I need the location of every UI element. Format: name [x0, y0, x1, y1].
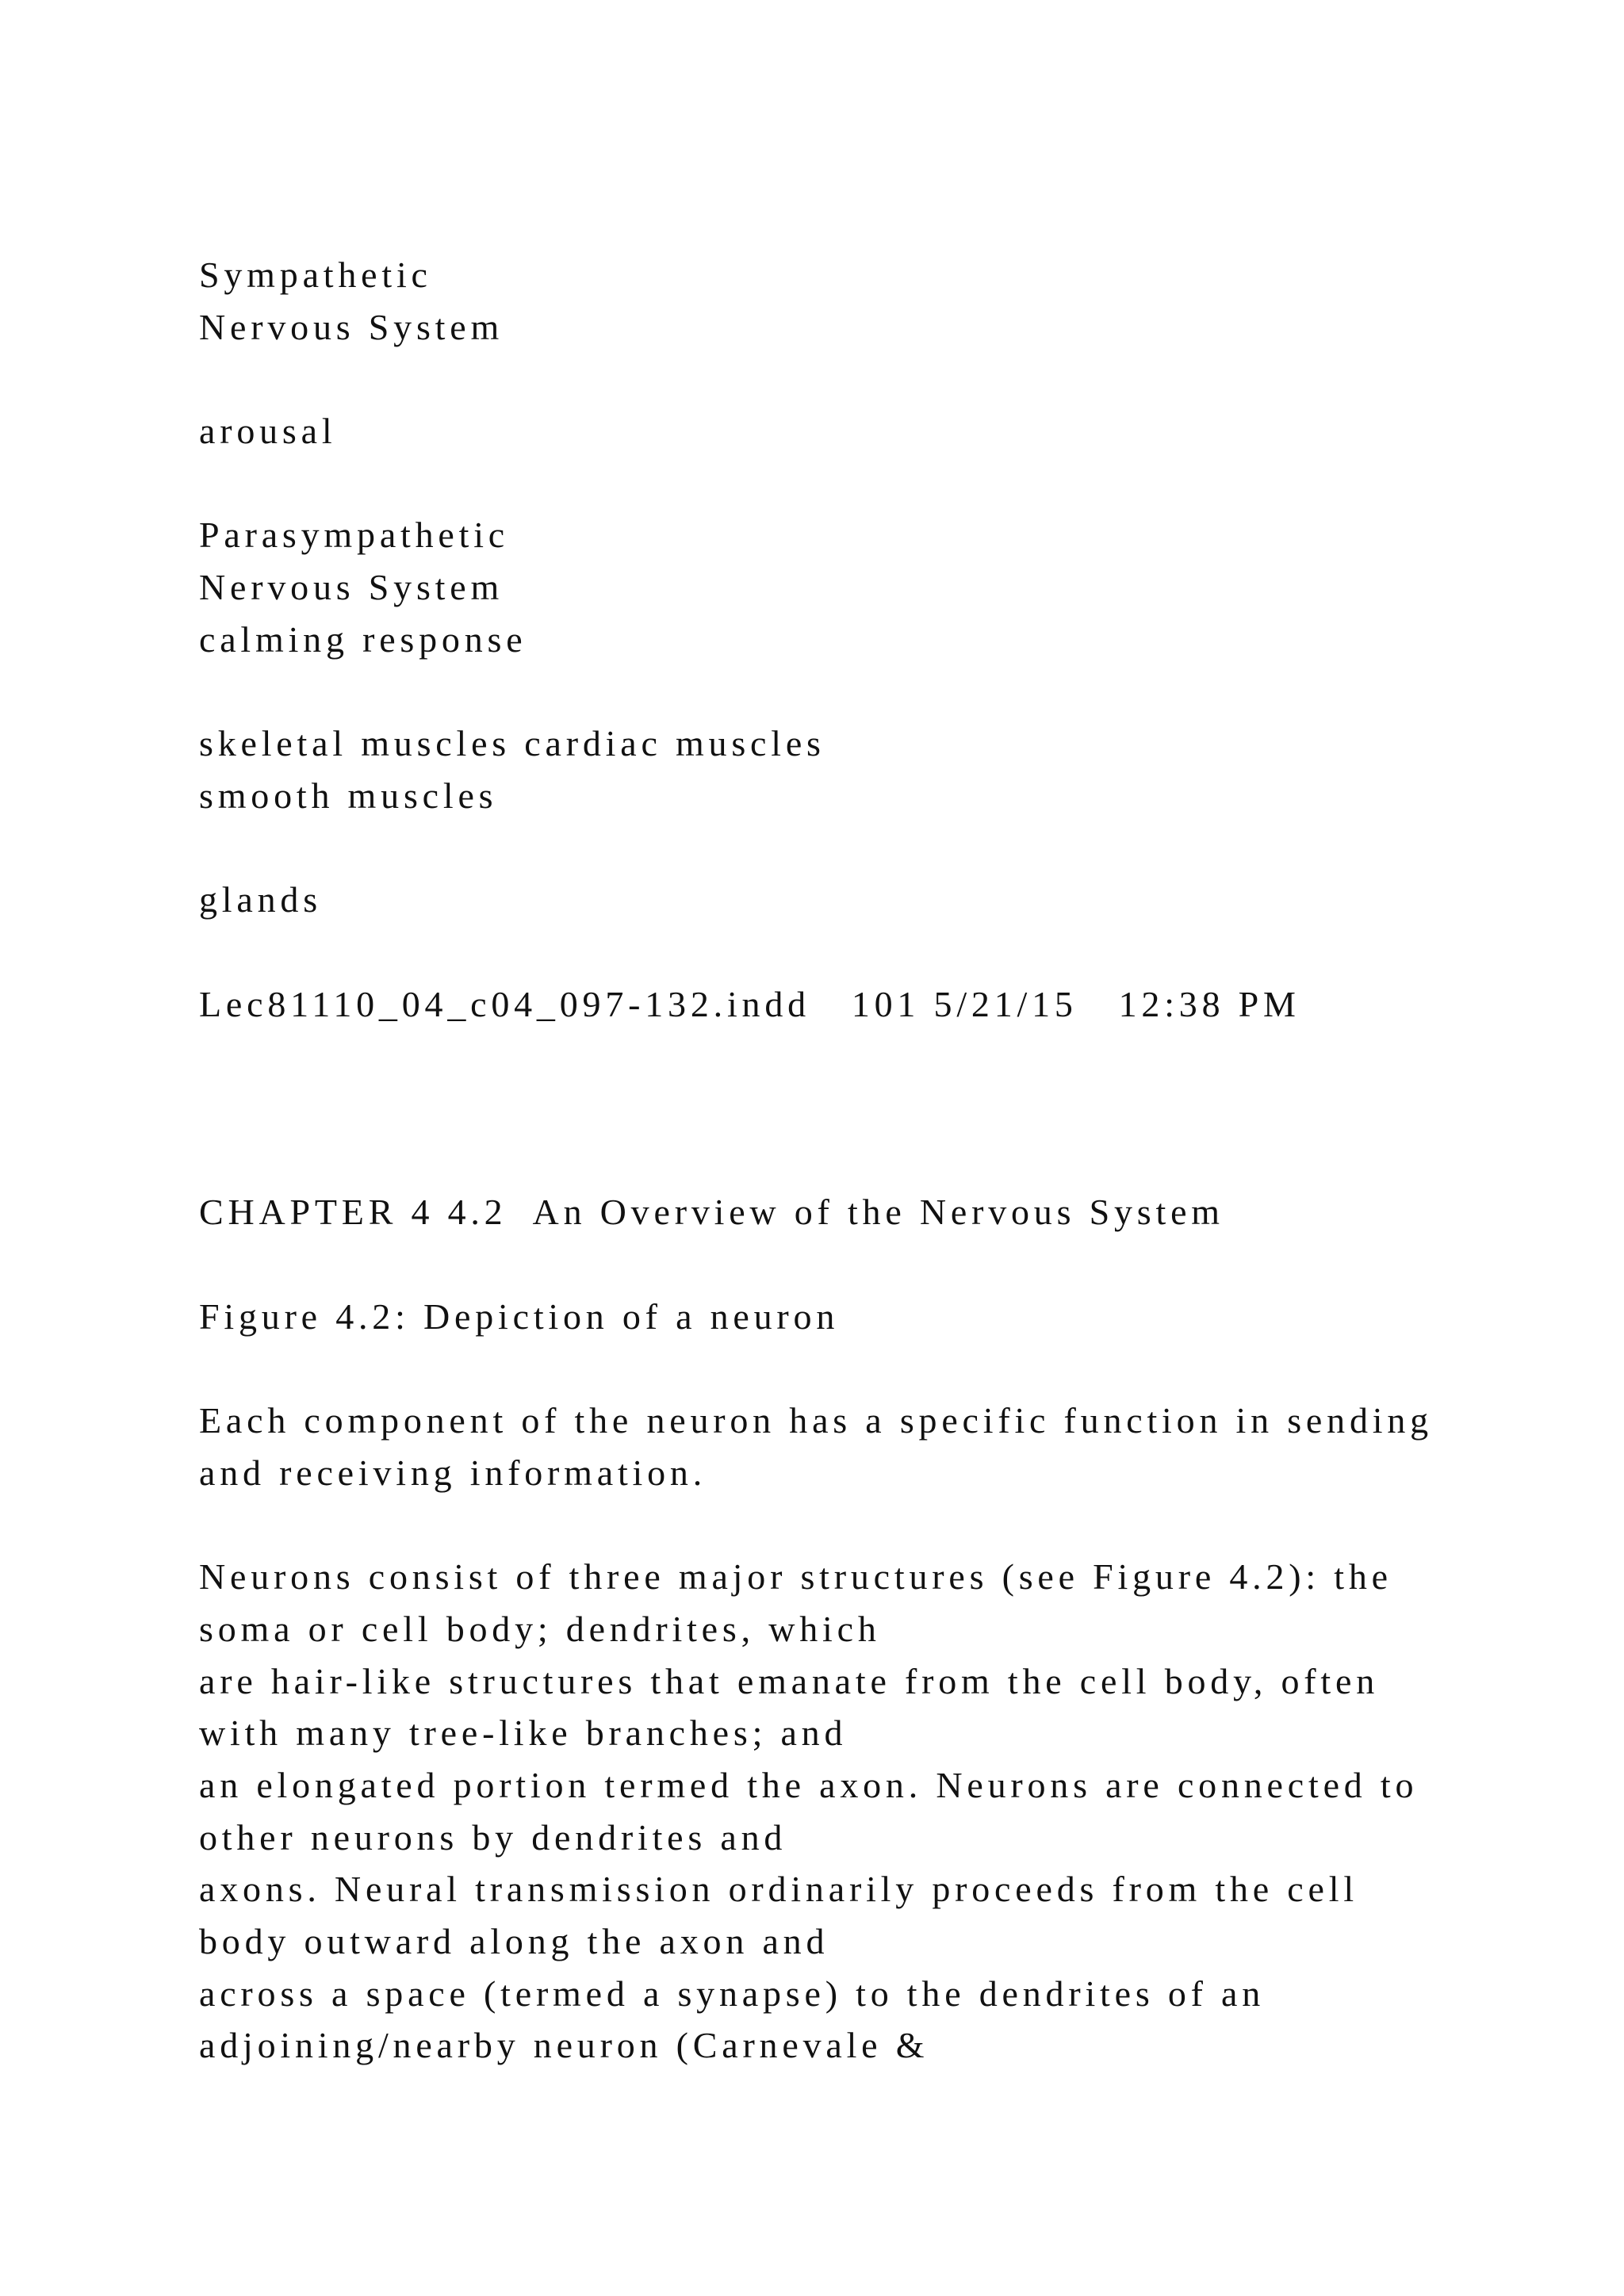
text-line: smooth muscles: [199, 775, 498, 816]
body-paragraph: [199, 1551, 1595, 2072]
text-line: glands: [199, 879, 322, 920]
text-line: across a space (termed a synapse) to the dendrites of an: [199, 1973, 1266, 2014]
page-footer-slug: [199, 978, 1595, 1031]
text-line: calming response: [199, 618, 527, 660]
text-line: soma or cell body; dendrites, which: [199, 1608, 881, 1649]
figure-description: [199, 1395, 1595, 1498]
previous-page-section: [199, 249, 1595, 1030]
diagram-label-muscles: [199, 718, 1595, 821]
text-line: arousal: [199, 411, 337, 452]
text-line: adjoining/nearby neuron (Carnevale &: [199, 2025, 929, 2066]
text-line: and receiving information.: [199, 1452, 707, 1493]
text-line: Nervous System: [199, 306, 504, 347]
text-line: axons. Neural transmission ordinarily proceeds from the cell: [199, 1869, 1358, 1910]
running-header: [199, 1186, 1595, 1238]
text-line: Lec81110_04_c04_097-132.indd 101 5/21/15 12:38 PM: [199, 983, 1300, 1024]
diagram-label-sympathetic: [199, 249, 1595, 353]
text-line: Nervous System: [199, 567, 504, 608]
text-line: are hair-like structures that emanate from the cell body, often: [199, 1660, 1380, 1701]
diagram-label-glands: [199, 874, 1595, 926]
document-text: [199, 249, 1595, 2072]
text-line: Figure 4.2: Depiction of a neuron: [199, 1295, 840, 1337]
text-line: Neurons consist of three major structures (see Figure 4.2): the: [199, 1556, 1392, 1598]
text-line: CHAPTER 4 4.2 An Overview of the Nervous System: [199, 1192, 1224, 1233]
text-line: Each component of the neuron has a specific function in sending: [199, 1400, 1433, 1441]
diagram-label-parasympathetic: [199, 509, 1595, 665]
diagram-label-arousal: [199, 405, 1595, 457]
text-line: Sympathetic: [199, 254, 432, 295]
text-line: skeletal muscles cardiac muscles: [199, 723, 825, 764]
text-line: with many tree-like branches; and: [199, 1712, 848, 1754]
next-page-section: [199, 1186, 1595, 2072]
text-line: an elongated portion termed the axon. Neurons are connected to: [199, 1764, 1419, 1805]
figure-caption: [199, 1291, 1595, 1343]
text-line: other neurons by dendrites and: [199, 1816, 787, 1858]
text-line: body outward along the axon and: [199, 1921, 829, 1962]
text-line: Parasympathetic: [199, 515, 510, 556]
